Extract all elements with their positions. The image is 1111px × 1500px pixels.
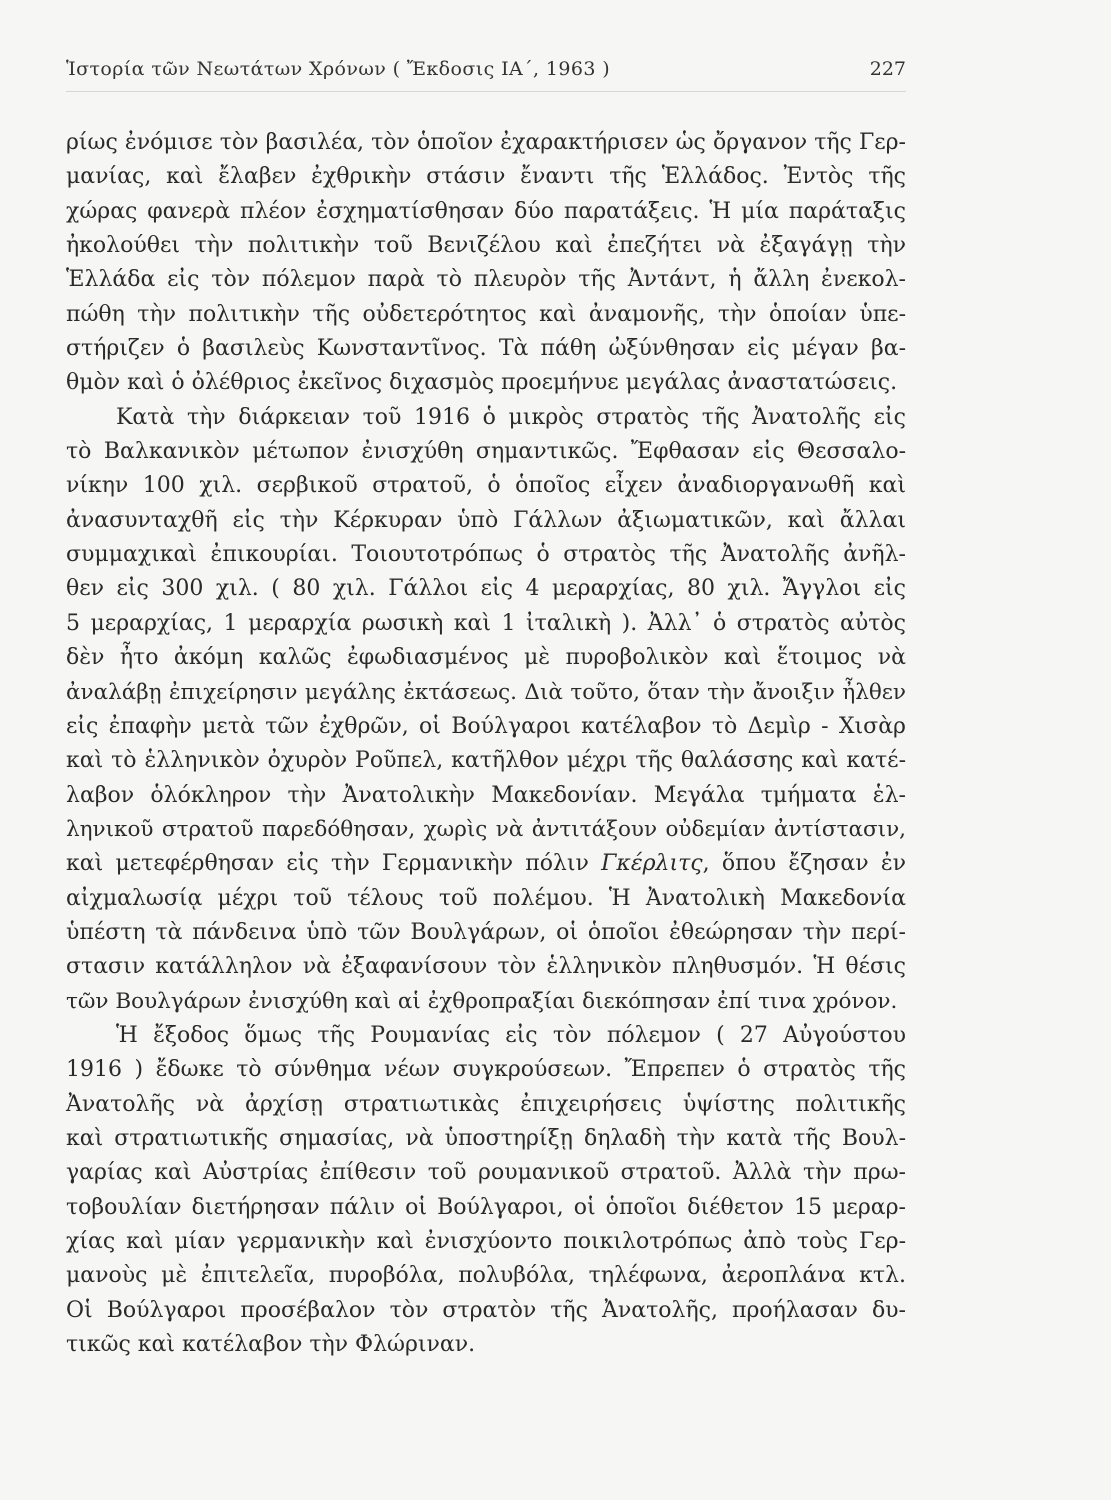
text-line: ἀναλάβῃ ἐπιχείρησιν μεγάλης ἐκτάσεως. Διὰ τοῦτο, ὅταν τὴν ἄνοιξιν ἦλθεν bbox=[66, 679, 906, 705]
text-line: Οἱ Βούλγαροι προσέβαλον τὸν στρατὸν τῆς Ἀνατολῆς, προήλασαν δυ- bbox=[66, 1297, 906, 1323]
text-line: χίας καὶ μίαν γερμανικὴν καὶ ἐνισχύοντο ποικιλοτρόπως ἀπὸ τοὺς Γερ- bbox=[66, 1229, 906, 1254]
text-line: πώθη τὴν πολιτικὴν τῆς οὐδετερότητος καὶ ἀναμονῆς, τὴν ὁποίαν ὑπε- bbox=[66, 301, 906, 327]
text-line: 5 μεραρχίας, 1 μεραρχία ρωσικὴ καὶ 1 ἰταλικὴ ). Ἀλλ᾽ ὁ στρατὸς αὐτὸς bbox=[66, 610, 906, 636]
text-line: γαρίας καὶ Αὐστρίας ἐπίθεσιν τοῦ ρουμανικοῦ στρατοῦ. Ἀλλὰ τὴν πρω- bbox=[66, 1160, 906, 1186]
text-line: καὶ τὸ ἑλληνικὸν ὀχυρὸν Ροῦπελ, κατῆλθον μέχρι τῆς θαλάσσης καὶ κατέ- bbox=[66, 748, 906, 774]
text-line: συμμαχικαὶ ἐπικουρίαι. Τοιουτοτρόπως ὁ στρατὸς τῆς Ἀνατολῆς ἀνῆλ- bbox=[66, 542, 906, 568]
text-line: τὸ Βαλκανικὸν μέτωπον ἐνισχύθη σημαντικῶς. Ἔφθασαν εἰς Θεσσαλο- bbox=[66, 439, 906, 465]
text-line: τοβουλίαν διετήρησαν πάλιν οἱ Βούλγαροι, οἱ ὁποῖοι διέθετον 15 μεραρ- bbox=[66, 1194, 906, 1220]
text-line: στασιν κατάλληλον νὰ ἐξαφανίσουν τὸν ἑλληνικὸν πληθυσμόν. Ἡ θέσις bbox=[66, 954, 906, 980]
text-line: καὶ στρατιωτικῆς σημασίας, νὰ ὑποστηρίξῃ δηλαδὴ τὴν κατὰ τῆς Βουλ- bbox=[66, 1125, 906, 1151]
body-text bbox=[66, 126, 906, 1362]
running-title: Ἱστορία τῶν Νεωτάτων Χρόνων ( Ἔκδοσις ΙΑ΄, 1963 ) bbox=[66, 58, 611, 80]
text-line: ὑπέστη τὰ πάνδεινα ὑπὸ τῶν Βουλγάρων, οἱ ὁποῖοι ἐθεώρησαν τὴν περί- bbox=[66, 919, 906, 945]
text-line: 1916 ) ἔδωκε τὸ σύνθημα νέων συγκρούσεων. Ἔπρεπεν ὁ στρατὸς τῆς bbox=[66, 1057, 906, 1083]
text-line: ληνικοῦ στρατοῦ παρεδόθησαν, χωρὶς νὰ ἀντιτάξουν οὐδεμίαν ἀντίστασιν, bbox=[66, 816, 906, 842]
text-line: ἠκολούθει τὴν πολιτικὴν τοῦ Βενιζέλου καὶ ἐπεζήτει νὰ ἐξαγάγῃ τὴν bbox=[66, 233, 906, 259]
text-line: λαβον ὁλόκληρον τὴν Ἀνατολικὴν Μακεδονίαν. Μεγάλα τμήματα ἑλ- bbox=[66, 782, 906, 808]
text-line: ρίως ἐνόμισε τὸν βασιλέα, τὸν ὁποῖον ἐχαρακτήρισεν ὡς ὄργανον τῆς Γερ- bbox=[66, 130, 906, 155]
text-line: μανοὺς μὲ ἐπιτελεῖα, πυροβόλα, πολυβόλα, τηλέφωνα, ἀεροπλάνα κτλ. bbox=[66, 1263, 906, 1289]
text-line: Ἑλλάδα εἰς τὸν πόλεμον παρὰ τὸ πλευρὸν τῆς Ἀντάντ, ἡ ἄλλη ἐνεκολ- bbox=[66, 267, 906, 293]
text-line: τῶν Βουλγάρων ἐνισχύθη καὶ αἱ ἐχθροπραξίαι διεκόπησαν ἐπί τινα χρόνον. bbox=[66, 988, 898, 1014]
text-line: Ἡ ἔξοδος ὅμως τῆς Ρουμανίας εἰς τὸν πόλεμον ( 27 Αὐγούστου bbox=[116, 1022, 906, 1048]
text-line: Κατὰ τὴν διάρκειαν τοῦ 1916 ὁ μικρὸς στρατὸς τῆς Ἀνατολῆς εἰς bbox=[116, 404, 906, 430]
text-line: τικῶς καὶ κατέλαβον τὴν Φλώριναν. bbox=[66, 1332, 476, 1358]
text-line: καὶ μετεφέρθησαν εἰς τὴν Γερμανικὴν πόλιν Γκέρλιτς, ὅπου ἔζησαν ἐν bbox=[66, 851, 906, 877]
text-line: δὲν ἦτο ἀκόμη καλῶς ἐφωδιασμένος μὲ πυροβολικὸν καὶ ἕτοιμος νὰ bbox=[66, 645, 906, 671]
text-line: Ἀνατολῆς νὰ ἀρχίσῃ στρατιωτικὰς ἐπιχειρήσεις ὑψίστης πολιτικῆς bbox=[66, 1091, 906, 1117]
text-line: μανίας, καὶ ἔλαβεν ἐχθρικὴν στάσιν ἔναντι τῆς Ἑλλάδος. Ἐντὸς τῆς bbox=[66, 164, 906, 190]
text-line: νίκην 100 χιλ. σερβικοῦ στρατοῦ, ὁ ὁποῖος εἶχεν ἀναδιοργανωθῆ καὶ bbox=[66, 473, 906, 499]
italic-place-name: Γκέρλιτς bbox=[601, 851, 703, 877]
text-line: θεν εἰς 300 χιλ. ( 80 χιλ. Γάλλοι εἰς 4 μεραρχίας, 80 χιλ. Ἄγγλοι εἰς bbox=[66, 576, 906, 602]
text-line: θμὸν καὶ ὁ ὀλέθριος ἐκεῖνος διχασμὸς προεμήνυε μεγάλας ἀναστατώσεις. bbox=[66, 370, 898, 396]
text-line: εἰς ἐπαφὴν μετὰ τῶν ἐχθρῶν, οἱ Βούλγαροι κατέλαβον τὸ Δεμὶρ - Χισὰρ bbox=[66, 713, 906, 739]
text-line: χώρας φανερὰ πλέον ἐσχηματίσθησαν δύο παρατάξεις. Ἡ μία παράταξις bbox=[66, 198, 906, 224]
text-line: στήριζεν ὁ βασιλεὺς Κωνσταντῖνος. Τὰ πάθη ὠξύνθησαν εἰς μέγαν βα- bbox=[66, 336, 906, 362]
text-line: ἀνασυνταχθῆ εἰς τὴν Κέρκυραν ὑπὸ Γάλλων ἀξιωματικῶν, καὶ ἄλλαι bbox=[66, 507, 906, 533]
header-rule bbox=[66, 91, 906, 92]
running-head bbox=[66, 58, 906, 88]
page-number: 227 bbox=[869, 58, 906, 80]
text-line: αἰχμαλωσίᾳ μέχρι τοῦ τέλους τοῦ πολέμου. Ἡ Ἀνατολικὴ Μακεδονία bbox=[66, 885, 906, 911]
